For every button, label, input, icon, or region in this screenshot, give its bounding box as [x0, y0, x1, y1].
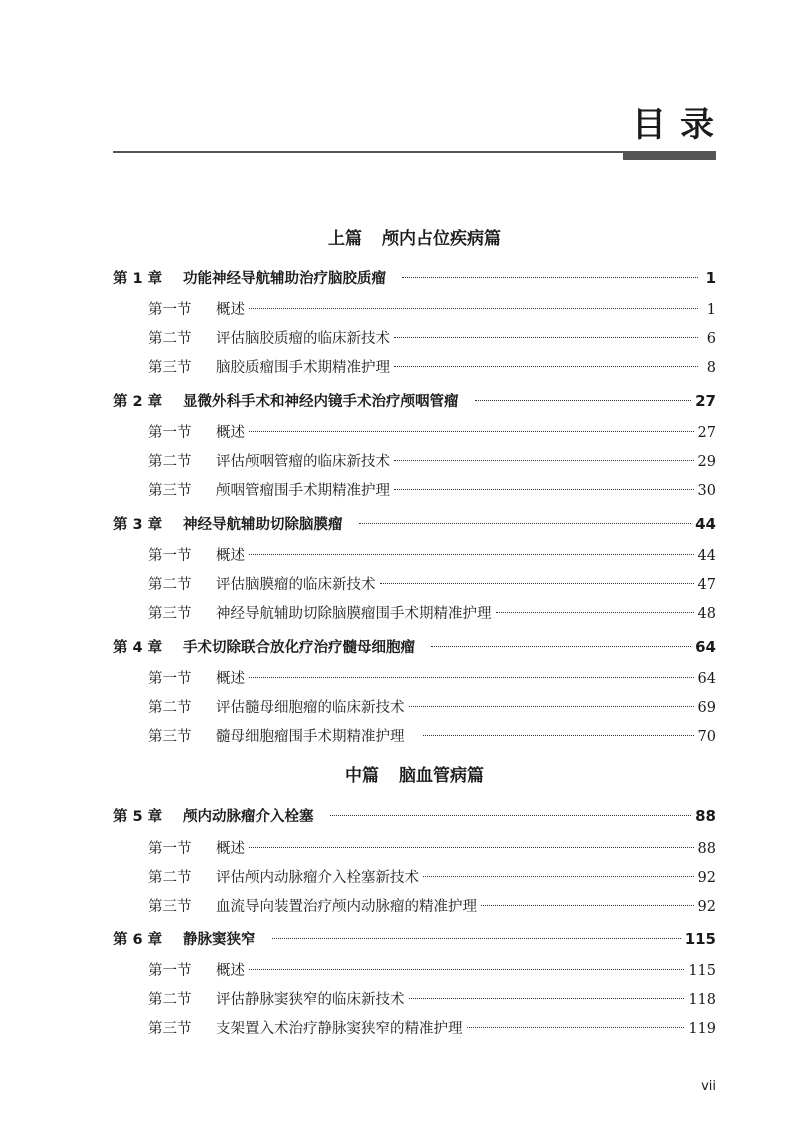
section-title: 颅咽管瘤围手术期精准护理	[216, 483, 390, 499]
page-title: 目录	[632, 105, 728, 145]
page-number: 8	[706, 360, 716, 376]
toc-section-row[interactable]	[148, 603, 716, 625]
section-number: 第三节	[148, 1021, 192, 1037]
section-title: 血流导向装置治疗颅内动脉瘤的精准护理	[216, 899, 477, 915]
part-label: 上篇	[328, 229, 362, 249]
toc-chapter-row[interactable]	[113, 390, 716, 412]
section-number: 第二节	[148, 992, 192, 1008]
chapter-title: 功能神经导航辅助治疗脑胶质瘤	[183, 271, 386, 287]
section-number: 第一节	[148, 963, 192, 979]
page-number: 119	[688, 1021, 716, 1037]
leader-dots	[380, 583, 694, 584]
leader-dots	[475, 400, 692, 401]
section-title: 脑胶质瘤围手术期精准护理	[216, 360, 390, 376]
section-number: 第二节	[148, 700, 192, 716]
page-number: 115	[688, 963, 716, 979]
section-number: 第一节	[148, 425, 192, 441]
chapter-number: 第 4 章	[113, 640, 163, 656]
toc-section-row[interactable]	[148, 422, 716, 444]
toc-section-row[interactable]	[148, 668, 716, 690]
toc-chapter-row[interactable]	[113, 267, 716, 289]
page-number: 92	[697, 870, 716, 886]
page-number: 48	[697, 606, 716, 622]
leader-dots	[330, 815, 692, 816]
leader-dots	[249, 677, 694, 678]
section-title: 评估颅咽管瘤的临床新技术	[216, 454, 390, 470]
leader-dots	[359, 523, 692, 524]
leader-dots	[431, 646, 691, 647]
toc-section-row[interactable]	[148, 545, 716, 567]
section-number: 第三节	[148, 360, 192, 376]
page-number: 88	[695, 807, 716, 825]
page-number: 115	[684, 930, 716, 948]
chapter-title: 神经导航辅助切除脑膜瘤	[183, 517, 343, 533]
section-title: 概述	[216, 671, 245, 687]
toc-chapter-row[interactable]	[113, 513, 716, 535]
toc-section-row[interactable]	[148, 480, 716, 502]
leader-dots	[402, 277, 698, 278]
leader-dots	[394, 489, 694, 490]
page-number: 64	[697, 671, 716, 687]
section-title: 神经导航辅助切除脑膜瘤围手术期精准护理	[216, 606, 492, 622]
toc-section-row[interactable]	[148, 960, 716, 982]
section-number: 第三节	[148, 729, 192, 745]
section-number: 第一节	[148, 548, 192, 564]
section-title: 评估髓母细胞瘤的临床新技术	[216, 700, 405, 716]
leader-dots	[272, 938, 681, 939]
page-number: 27	[697, 425, 716, 441]
page-number: 88	[697, 841, 716, 857]
page-number: 44	[697, 548, 716, 564]
section-title: 评估脑胶质瘤的临床新技术	[216, 331, 390, 347]
section-number: 第二节	[148, 577, 192, 593]
chapter-number: 第 3 章	[113, 517, 163, 533]
chapter-title: 显微外科手术和神经内镜手术治疗颅咽管瘤	[183, 394, 459, 410]
section-title: 评估脑膜瘤的临床新技术	[216, 577, 376, 593]
part-label: 中篇	[345, 766, 379, 786]
page-number: 69	[697, 700, 716, 716]
page-number: 29	[697, 454, 716, 470]
toc-section-row[interactable]	[148, 299, 716, 321]
toc-section-row[interactable]	[148, 838, 716, 860]
toc-section-row[interactable]	[148, 867, 716, 889]
leader-dots	[481, 905, 694, 906]
leader-dots	[394, 460, 694, 461]
page-number: 1	[705, 269, 716, 287]
leader-dots	[423, 735, 694, 736]
section-number: 第三节	[148, 606, 192, 622]
leader-dots	[423, 876, 694, 877]
page-number: 64	[695, 638, 716, 656]
section-title: 评估颅内动脉瘤介入栓塞新技术	[216, 870, 419, 886]
leader-dots	[496, 612, 694, 613]
page-number: 118	[688, 992, 716, 1008]
toc-section-row[interactable]	[148, 574, 716, 596]
part-heading	[113, 229, 716, 249]
leader-dots	[249, 554, 694, 555]
toc-section-row[interactable]	[148, 1018, 716, 1040]
section-number: 第一节	[148, 841, 192, 857]
toc-section-row[interactable]	[148, 328, 716, 350]
leader-dots	[249, 308, 698, 309]
section-title: 评估静脉窦狭窄的临床新技术	[216, 992, 405, 1008]
section-title: 概述	[216, 302, 245, 318]
leader-dots	[409, 998, 685, 999]
toc-chapter-row[interactable]	[113, 805, 716, 827]
leader-dots	[394, 366, 698, 367]
section-number: 第三节	[148, 483, 192, 499]
toc-chapter-row[interactable]	[113, 636, 716, 658]
part-heading	[113, 766, 716, 786]
toc-section-row[interactable]	[148, 451, 716, 473]
folio-page-number: vii	[701, 1079, 716, 1094]
leader-dots	[409, 706, 694, 707]
section-title: 支架置入术治疗静脉窦狭窄的精准护理	[216, 1021, 463, 1037]
leader-dots	[249, 847, 694, 848]
toc-chapter-row[interactable]	[113, 928, 716, 950]
section-title: 髓母细胞瘤围手术期精准护理	[216, 729, 405, 745]
section-title: 概述	[216, 963, 245, 979]
section-number: 第一节	[148, 671, 192, 687]
chapter-number: 第 5 章	[113, 809, 163, 825]
section-number: 第二节	[148, 870, 192, 886]
leader-dots	[394, 337, 698, 338]
page-number: 44	[695, 515, 716, 533]
chapter-title: 颅内动脉瘤介入栓塞	[183, 809, 314, 825]
chapter-number: 第 6 章	[113, 932, 163, 948]
leader-dots	[249, 969, 684, 970]
page-number: 30	[697, 483, 716, 499]
page-number: 27	[695, 392, 716, 410]
section-number: 第三节	[148, 899, 192, 915]
page-number: 47	[697, 577, 716, 593]
section-number: 第一节	[148, 302, 192, 318]
part-name: 颅内占位疾病篇	[382, 229, 501, 249]
section-title: 概述	[216, 841, 245, 857]
title-rule-accent	[623, 151, 716, 160]
chapter-number: 第 1 章	[113, 271, 163, 287]
leader-dots	[249, 431, 694, 432]
toc-section-row[interactable]	[148, 357, 716, 379]
section-number: 第二节	[148, 331, 192, 347]
section-title: 概述	[216, 548, 245, 564]
toc-section-row[interactable]	[148, 726, 716, 748]
page-number: 70	[697, 729, 716, 745]
chapter-number: 第 2 章	[113, 394, 163, 410]
section-title: 概述	[216, 425, 245, 441]
toc-section-row[interactable]	[148, 896, 716, 918]
page-number: 1	[706, 302, 716, 318]
part-name: 脑血管病篇	[399, 766, 484, 786]
page-number: 92	[697, 899, 716, 915]
toc-section-row[interactable]	[148, 697, 716, 719]
chapter-title: 手术切除联合放化疗治疗髓母细胞瘤	[183, 640, 415, 656]
section-number: 第二节	[148, 454, 192, 470]
leader-dots	[467, 1027, 685, 1028]
toc-section-row[interactable]	[148, 989, 716, 1011]
chapter-title: 静脉窦狭窄	[183, 932, 256, 948]
page-number: 6	[706, 331, 716, 347]
